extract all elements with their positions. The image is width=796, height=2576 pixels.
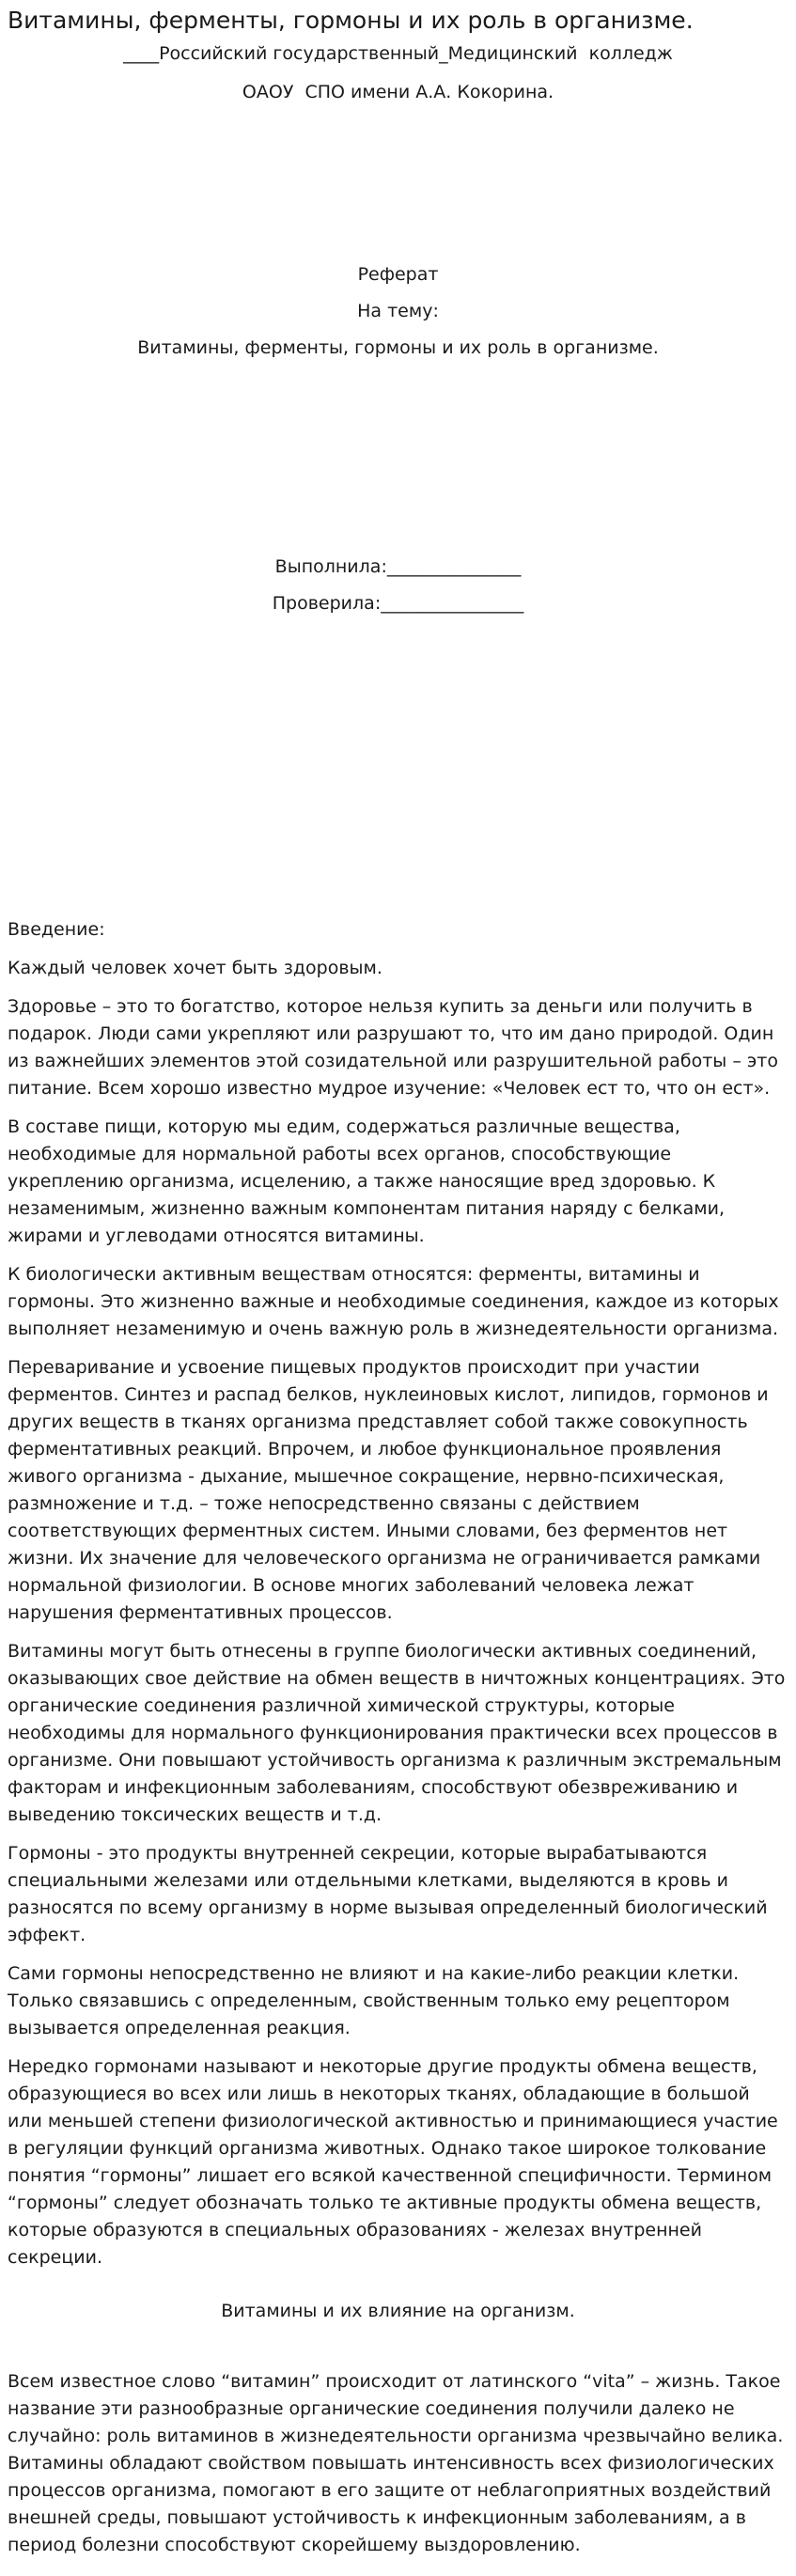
intro-paragraph: В составе пищи, которую мы едим, содержаться различные вещества, необходимые для нормальной работы всех органов, способствующие укреплению организма, исцелению, а также наносящие вред здоровью. К незаменимым, жизненно важным компонентам питания наряду с белками, жирами и углеводами относятся витамины.	[8, 1116, 726, 1246]
introduction-section	[8, 916, 789, 2283]
vitamins-section-heading: Витамины и их влияние на организм.	[221, 2301, 575, 2321]
vitamins-section	[8, 2368, 789, 2570]
intro-paragraph: Витамины могут быть отнесены в группе биологически активных соединений, оказывающих свое действие на обмен веществ в ничтожных концентрациях. Это органические соединения различной химической структуры, которые необходимы для нормального функционирования практически всех процессов в организме. Они повышают устойчивость организма к различным экстремальным факторам и инфекционным заболеваниям, способствуют обезвреживанию и выведению токсических веществ и т.д.	[8, 1641, 786, 1825]
institution-line-1: ____Российский государственный_Медицинский колледж	[123, 43, 673, 64]
report-topic: Витамины, ферменты, гормоны и их роль в организме.	[137, 337, 659, 358]
checked-by-field: Проверила:________________	[272, 593, 524, 614]
intro-paragraph: Каждый человек хочет быть здоровым.	[8, 958, 382, 978]
intro-paragraph: Гормоны - это продукты внутренней секреции, которые вырабатываются специальными железами или отдельными клетками, выделяются в кровь и разносятся по всему организму в норме вызывая определенный биологический эффект.	[8, 1843, 768, 1945]
intro-paragraph: Сами гормоны непосредственно не влияют и на какие-либо реакции клетки. Только связавшись с определенным, свойственным только ему рецептором вызывается определенная реакция.	[8, 1963, 740, 2038]
intro-paragraph: Здоровье – это то богатство, которое нельзя купить за деньги или получить в подарок. Люди сами укрепляют или разрушают то, что им дано природой. Один из важнейших элементов этой созидательной или разрушительной работы – это питание. Всем хорошо известно мудрое изучение: «Человек ест то, что он ест».	[8, 996, 778, 1099]
institution-line-2: ОАОУ СПО имени А.А. Кокорина.	[242, 82, 554, 102]
introduction-heading: Введение:	[8, 919, 105, 940]
performed-by-field: Выполнила:_______________	[274, 556, 522, 577]
intro-paragraph: Переваривание и усвоение пищевых продуктов происходит при участии ферментов. Синтез и распад белков, нуклеиновых кислот, липидов, гормонов и других веществ в тканях организма представляет собой также совокупность ферментативных реакций. Впрочем, и любое функциональное проявления живого организма - дыхание, мышечное сокращение, нервно-психическая, размножение и т.д. – тоже непосредственно связаны с действием соответствующих ферментных систем. Иными словами, без ферментов нет жизни. Их значение для человеческого организма не ограничивается рамками нормальной физиологии. В основе многих заболеваний человека лежат нарушения ферментативных процессов.	[8, 1357, 769, 1623]
vitamins-paragraph: Всем известное слово “витамин” происходит от латинского “vita” – жизнь. Такое название эти разнообразные органические соединения получили далеко не случайно: роль витаминов в жизнедеятельности организма чрезвычайно велика. Витамины обладают свойством повышать интенсивность всех физиологических процессов организма, помогают в его защите от неблагоприятных воздействий внешней среды, повышают устойчивость к инфекционным заболеваниям, а в период болезни способствуют скорейшему выздоровлению.	[8, 2371, 784, 2555]
report-label: Реферат	[357, 264, 439, 285]
intro-paragraph: К биологически активным веществам относятся: ферменты, витамины и гормоны. Это жизненно важные и необходимые соединения, каждое из которых выполняет незаменимую и очень важную роль в жизнедеятельности организма.	[8, 1264, 779, 1339]
intro-paragraph: Нередко гормонами называют и некоторые другие продукты обмена веществ, образующиеся во всех или лишь в некоторых тканях, обладающие в большой или меньшей степени физиологической активностью и принимающиеся участие в регуляции функций организма животных. Однако такое широкое толкование понятия “гормоны” лишает его всякой качественной специфичности. Термином “гормоны” следует обозначать только те активные продукты обмена веществ, которые образуются в специальных образованиях - железах внутренней секреции.	[8, 2056, 778, 2268]
page-title: Витамины, ферменты, гормоны и их роль в организме.	[8, 7, 694, 34]
topic-label: На тему:	[357, 301, 439, 321]
